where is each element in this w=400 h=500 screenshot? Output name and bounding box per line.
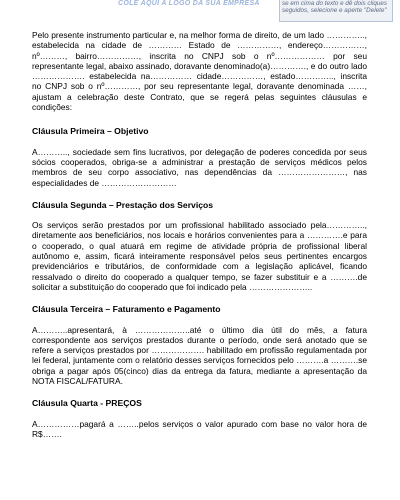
contract-document — [32, 30, 367, 451]
clause-title: Cláusula Primeira – Objetivo — [32, 126, 149, 137]
logo-placeholder[interactable]: COLE AQUI A LOGO DA SUA EMPRESA — [118, 0, 260, 7]
intro-paragraph: Pelo presente instrumento particular e, na melhor forma de direito, de um lado ………….., estabelecida na cidade de ………… Estado de ……………, endereço……………, nº………, bairro……………, inscrita no CNPJ sob o nº……………… por seu representante legal, abaixo assinado, doravante denominado(a)…………., e do outro lado ………………. estabelecida na…………… cidade……………, estado………….., inscrita no CNPJ sob o nº…………, por seu representante legal, doravante denominada ……, ajustam a celebração deste Contrato, que se regerá pelas seguintes cláusulas e condições: — [32, 30, 367, 113]
clause-title: Cláusula Segunda – Prestação dos Serviços — [32, 199, 214, 210]
clause-body: A……….., sociedade sem fins lucrativos, por delegação de poderes concedida por seus sócios cooperados, obriga-se a administrar a prestação de serviços médicos pelos membros de seu corpo associativo, nas dependências da ……………………, nas especialidades de ……………………… — [32, 146, 367, 188]
clause-body: Os serviços serão prestados por um profissional habilitado associado pela………….., diretamente aos beneficiários, nos locais e horários convenientes para a ………….e para o cooperado, o qual atuará em regime de atividade própria de profissional liberal autônomo e, assim, ficará inteiramente responsável pelos seus pertinentes encargos previdenciários e tributários, de conformidade com a legislação aplicável, ficando ressalvado o direito do cooperado a qualquer tempo, se fazer substituir e a ……….de solicitar a substituição do cooperado que foi indicado pela ………………….. — [32, 220, 367, 292]
header-bar — [0, 0, 400, 24]
clause-body: A……………pagará a ……..pelos serviços o valor apurado com base no valor hora de R$……. — [32, 418, 367, 439]
clause-title: Cláusula Quarta - PREÇOS — [32, 398, 142, 409]
clause-body: A………..apresentará, à ………………..até o último dia útil do mês, a fatura correspondente aos serviços prestados durante o período, onde será anotado que se refere a serviços prestados por ………………. habilitado em profissão regulamentada por lei federal, juntamente com o relatório desses serviços fornecidos pelo ……….a ……….se obriga a pagar após 05(cinco) dias da entrega da fatura, mediante a apresentação da NOTA FISCAL/FATURA. — [32, 324, 367, 387]
clause-title: Cláusula Terceira – Faturamento e Pagamento — [32, 304, 221, 315]
instructions-note: se em cima do texto e dê dois cliques seguidos, selecione e aperte "Delete" — [279, 0, 393, 22]
